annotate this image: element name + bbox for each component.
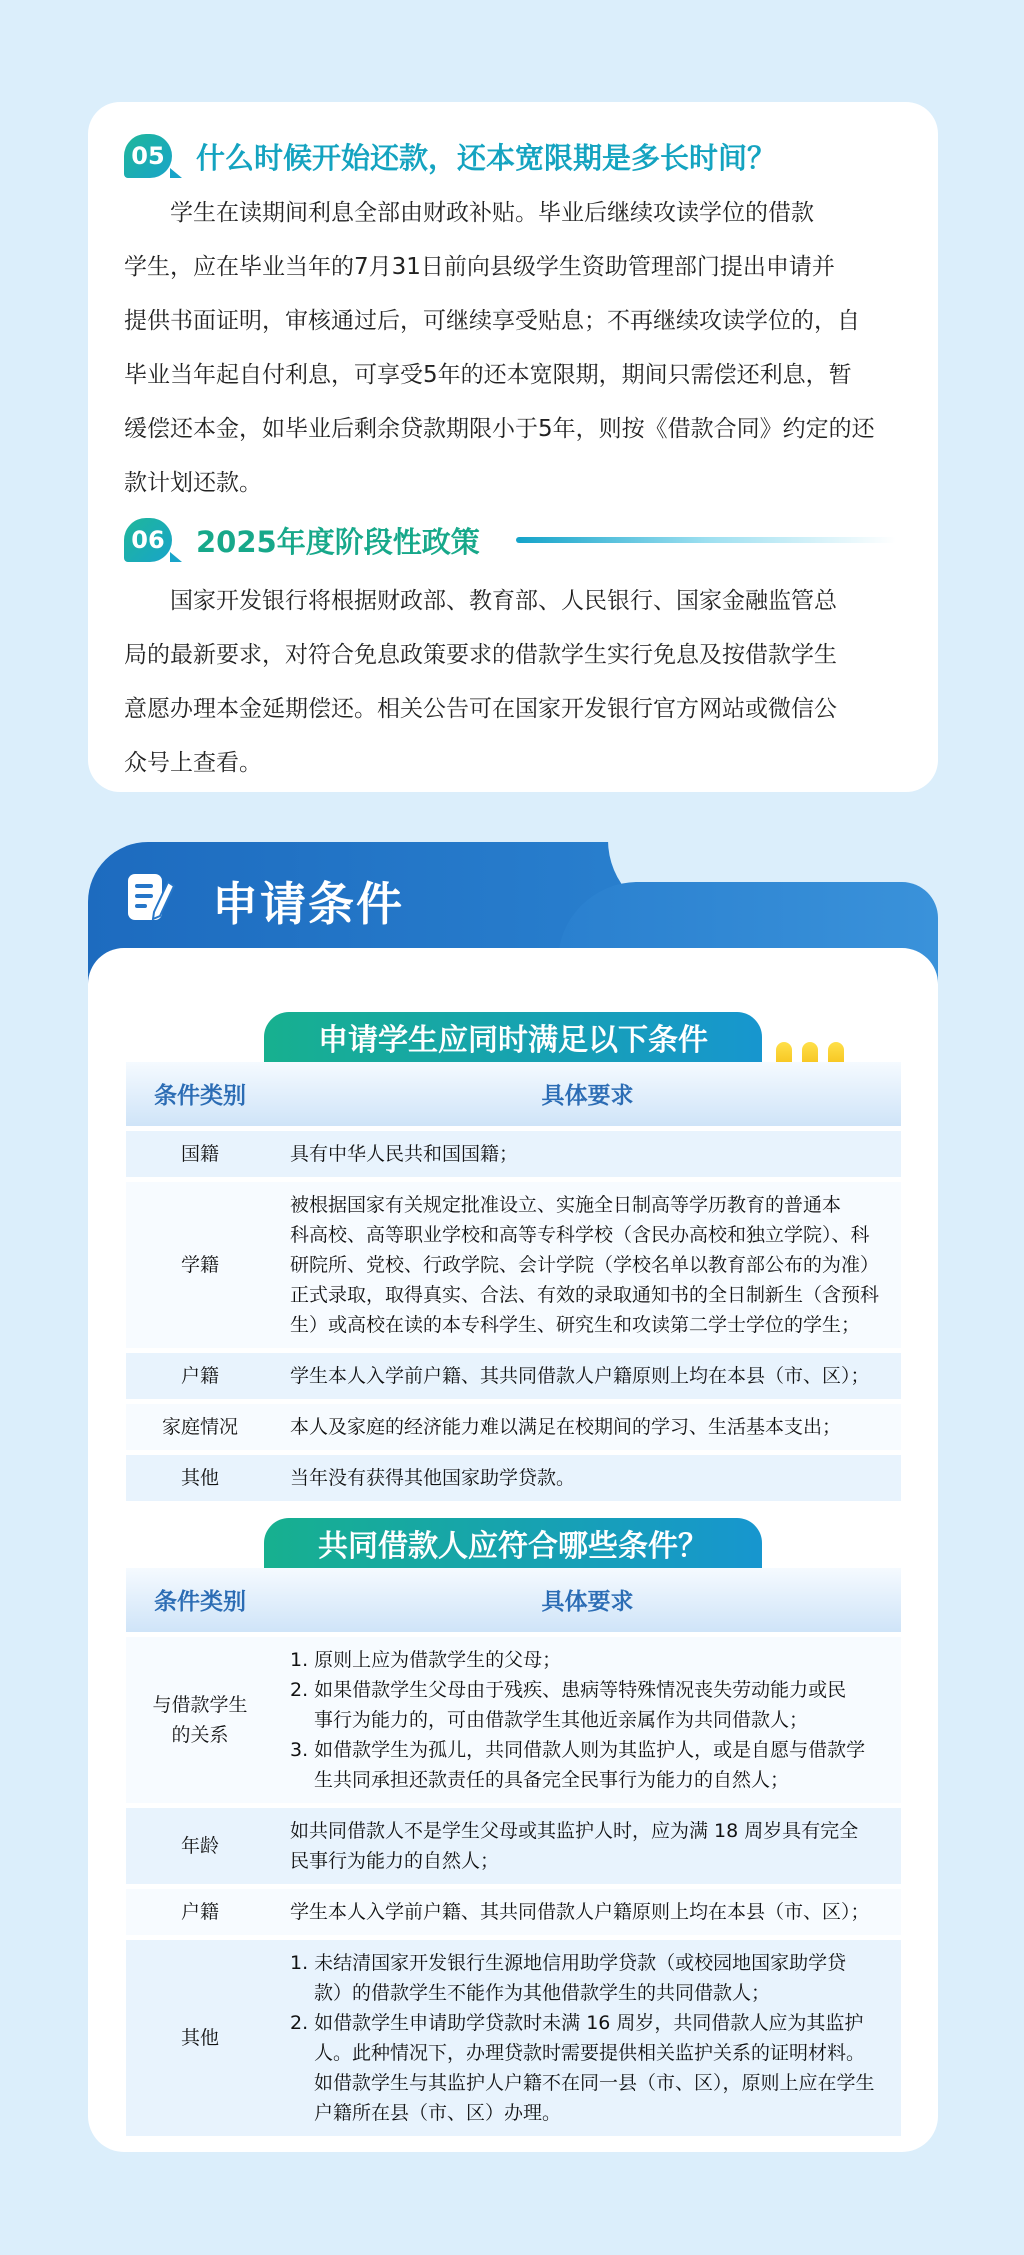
table-row <box>126 1886 901 1937</box>
requirements-panel <box>88 842 938 2152</box>
paragraph-line: 众号上查看。 <box>124 750 262 776</box>
paragraph-line: 学生在读期间利息全部由财政补贴。毕业后继续攻读学位的借款 <box>170 200 814 226</box>
table1-header-requirement: 具体要求 <box>274 1062 901 1128</box>
paragraph-line: 学生，应在毕业当年的7月31日前向县级学生资助管理部门提出申请并 <box>124 254 835 280</box>
row-category: 的关系 <box>171 1723 229 1746</box>
paragraph-line: 局的最新要求，对符合免息政策要求的借款学生实行免息及按借款学生 <box>124 642 837 668</box>
requirement-line: 学生本人入学前户籍、其共同借款人户籍原则上均在本县（市、区）； <box>290 1364 870 1387</box>
section-05-title: 什么时候开始还款，还本宽限期是多长时间？ <box>196 140 777 175</box>
section-06-title: 2025年度阶段性政策 <box>196 524 480 559</box>
paragraph-line: 毕业当年起自付利息，可享受5年的还本宽限期，期间只需偿还利息，暂 <box>124 362 852 388</box>
paragraph-line: 意愿办理本金延期偿还。相关公告可在国家开发银行官方网站或微信公 <box>124 696 837 722</box>
form-edit-icon <box>126 872 176 924</box>
section-05-header <box>124 134 776 178</box>
row-category: 年龄 <box>180 1834 219 1857</box>
requirement-line: 本人及家庭的经济能力难以满足在校期间的学习、生活基本支出； <box>290 1415 842 1438</box>
section-06-badge: 06 <box>124 518 172 562</box>
section-06-header <box>124 518 896 562</box>
requirement-line: 学生本人入学前户籍、其共同借款人户籍原则上均在本县（市、区）； <box>290 1900 870 1923</box>
student-requirements-table <box>126 1062 901 1506</box>
row-category: 其他 <box>180 2026 219 2049</box>
table-row <box>126 1401 901 1452</box>
table1-header-category: 条件类别 <box>126 1062 274 1128</box>
paragraph-line: 款计划还款。 <box>124 470 262 496</box>
table-row <box>126 1937 901 2138</box>
requirement-line: 正式录取，取得真实、合法、有效的录取通知书的全日制新生（含预科 <box>290 1283 880 1306</box>
row-category: 与借款学生 <box>152 1693 248 1716</box>
co-borrower-requirements-table <box>126 1568 901 2141</box>
requirement-line: 1. 原则上应为借款学生的父母； <box>290 1648 562 1671</box>
row-category: 国籍 <box>180 1142 219 1165</box>
section-05-badge: 05 <box>124 134 172 178</box>
requirement-line: 生共同承担还款责任的具备完全民事行为能力的自然人； <box>314 1768 790 1791</box>
row-category: 学籍 <box>180 1253 219 1276</box>
paragraph-line: 提供书面证明，审核通过后，可继续享受贴息；不再继续攻读学位的，自 <box>124 308 860 334</box>
paragraph-line: 缓偿还本金，如毕业后剩余贷款期限小于5年，则按《借款合同》约定的还 <box>124 416 875 442</box>
requirements-body <box>88 948 938 2152</box>
requirement-line: 研院所、党校、行政学院、会计学院（学校名单以教育部公布的为准） <box>290 1253 880 1276</box>
requirement-line: 民事行为能力的自然人； <box>290 1849 500 1872</box>
row-category: 户籍 <box>180 1900 219 1923</box>
requirement-line: 如借款学生与其监护人户籍不在同一县（市、区），原则上应在学生 <box>314 2071 875 2094</box>
requirement-line: 当年没有获得其他国家助学贷款。 <box>290 1466 576 1489</box>
requirement-line: 生）或高校在读的本专科学生、研究生和攻读第二学士学位的学生； <box>290 1313 861 1336</box>
table-row <box>126 1350 901 1401</box>
requirement-line: 如共同借款人不是学生父母或其监护人时，应为满 18 周岁具有完全 <box>290 1819 859 1842</box>
table2-header-category: 条件类别 <box>126 1568 274 1634</box>
panel-title: 申请条件 <box>212 877 404 931</box>
requirement-line: 户籍所在县（市、区）办理。 <box>314 2101 562 2124</box>
requirement-line: 款）的借款学生不能作为其他借款学生的共同借款人； <box>314 1981 771 2004</box>
section-05-body <box>124 186 904 510</box>
policy-card <box>88 102 938 792</box>
requirement-line: 1. 未结清国家开发银行生源地信用助学贷款（或校园地国家助学贷 <box>290 1951 847 1974</box>
row-category: 其他 <box>180 1466 219 1489</box>
table2-heading: 共同借款人应符合哪些条件？ <box>264 1518 762 1568</box>
table-row <box>126 1179 901 1350</box>
section-06-divider <box>516 537 896 543</box>
requirement-line: 科高校、高等职业学校和高等专科学校（含民办高校和独立学院）、科 <box>290 1223 870 1246</box>
requirement-line: 具有中华人民共和国国籍； <box>290 1142 519 1165</box>
table-row <box>126 1452 901 1503</box>
table2-header-requirement: 具体要求 <box>274 1568 901 1634</box>
table-row <box>126 1634 901 1805</box>
table-row <box>126 1128 901 1179</box>
paragraph-line: 国家开发银行将根据财政部、教育部、人民银行、国家金融监管总 <box>170 588 837 614</box>
requirement-line: 人。此种情况下，办理贷款时需要提供相关监护关系的证明材料。 <box>314 2041 866 2064</box>
row-category: 户籍 <box>180 1364 219 1387</box>
section-06-body <box>124 574 904 790</box>
requirement-line: 事行为能力的，可由借款学生其他近亲属作为共同借款人； <box>314 1708 809 1731</box>
row-category: 家庭情况 <box>161 1415 238 1438</box>
requirement-line: 2. 如借款学生申请助学贷款时未满 16 周岁，共同借款人应为其监护 <box>290 2011 864 2034</box>
requirement-line: 被根据国家有关规定批准设立、实施全日制高等学历教育的普通本 <box>290 1193 842 1216</box>
requirement-line: 2. 如果借款学生父母由于残疾、患病等特殊情况丧失劳动能力或民 <box>290 1678 847 1701</box>
table1-heading: 申请学生应同时满足以下条件 <box>264 1012 762 1062</box>
table-row <box>126 1805 901 1886</box>
requirement-line: 3. 如借款学生为孤儿，共同借款人则为其监护人，或是自愿与借款学 <box>290 1738 866 1761</box>
